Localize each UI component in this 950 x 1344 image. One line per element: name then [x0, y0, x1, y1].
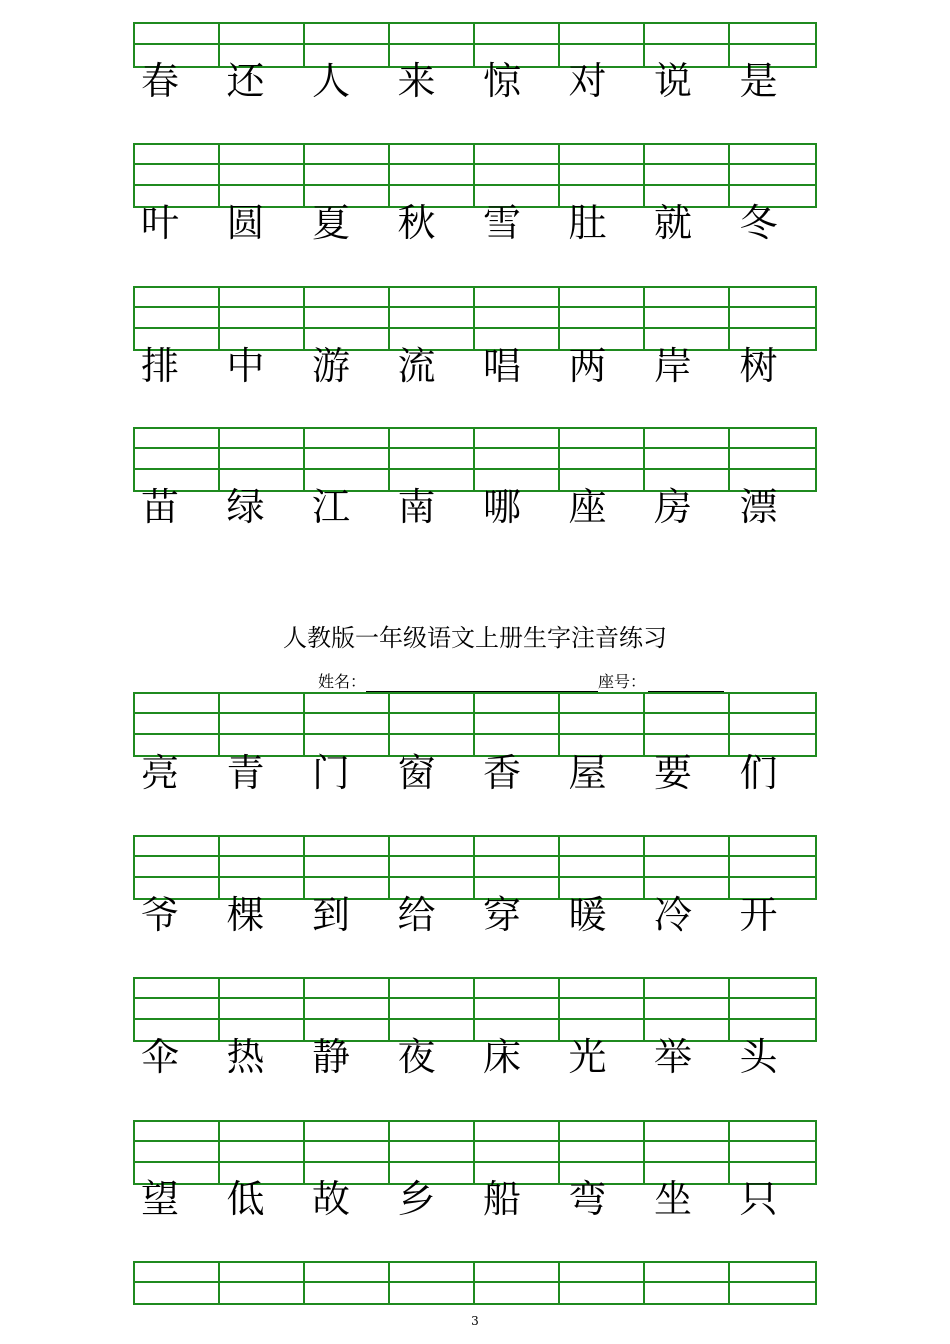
pinyin-cell[interactable] — [220, 857, 305, 875]
pinyin-cell[interactable] — [220, 308, 305, 326]
pinyin-cell[interactable] — [475, 1142, 560, 1160]
pinyin-cell[interactable] — [220, 449, 305, 467]
hanzi-character: 望 — [141, 1177, 180, 1221]
pinyin-grid-row — [135, 1283, 815, 1303]
character-row — [133, 58, 817, 104]
pinyin-grid-row — [135, 999, 815, 1019]
pinyin-cell[interactable] — [475, 694, 560, 712]
hanzi-character: 青 — [226, 751, 265, 795]
hanzi-character: 春 — [141, 59, 180, 103]
pinyin-cell[interactable] — [730, 449, 815, 467]
pinyin-cell[interactable] — [390, 979, 475, 997]
character-row — [133, 892, 817, 938]
pinyin-cell[interactable] — [560, 1122, 645, 1140]
pinyin-cell[interactable] — [475, 1283, 560, 1303]
hanzi-character: 伞 — [141, 1035, 180, 1079]
hanzi-character: 叶 — [141, 201, 180, 245]
hanzi-character: 光 — [568, 1035, 607, 1079]
hanzi-character: 漂 — [739, 485, 778, 529]
pinyin-cell[interactable] — [475, 308, 560, 326]
pinyin-cell[interactable] — [560, 449, 645, 467]
pinyin-cell[interactable] — [730, 857, 815, 875]
hanzi-character: 坐 — [654, 1177, 693, 1221]
pinyin-grid — [133, 1261, 817, 1305]
pinyin-cell[interactable] — [730, 288, 815, 306]
hanzi-character: 还 — [226, 59, 265, 103]
pinyin-cell[interactable] — [220, 694, 305, 712]
hanzi-character: 冷 — [654, 893, 693, 937]
pinyin-cell[interactable] — [135, 1142, 220, 1160]
pinyin-cell[interactable] — [475, 999, 560, 1017]
page-number: 3 — [471, 1314, 479, 1328]
pinyin-cell[interactable] — [560, 979, 645, 997]
pinyin-grid — [133, 977, 817, 1042]
pinyin-cell[interactable] — [730, 837, 815, 855]
pinyin-cell[interactable] — [390, 145, 475, 163]
pinyin-grid-row — [135, 429, 815, 449]
pinyin-cell[interactable] — [305, 145, 390, 163]
name-label: 姓名： — [318, 672, 367, 691]
pinyin-grid — [133, 692, 817, 757]
hanzi-character: 房 — [654, 485, 693, 529]
hanzi-character: 暖 — [568, 893, 607, 937]
pinyin-cell[interactable] — [645, 145, 730, 163]
pinyin-grid — [133, 143, 817, 208]
pinyin-cell[interactable] — [560, 999, 645, 1017]
pinyin-cell[interactable] — [730, 429, 815, 447]
hanzi-character: 游 — [312, 344, 351, 388]
pinyin-cell[interactable] — [645, 429, 730, 447]
pinyin-cell[interactable] — [305, 694, 390, 712]
hanzi-character: 开 — [739, 893, 778, 937]
character-row — [133, 343, 817, 389]
pinyin-cell[interactable] — [135, 837, 220, 855]
pinyin-cell[interactable] — [390, 308, 475, 326]
pinyin-cell[interactable] — [135, 449, 220, 467]
pinyin-cell[interactable] — [645, 857, 730, 875]
pinyin-cell[interactable] — [390, 429, 475, 447]
hanzi-character: 静 — [312, 1035, 351, 1079]
hanzi-character: 床 — [483, 1035, 522, 1079]
pinyin-grid-row — [135, 308, 815, 328]
pinyin-grid-row — [135, 1263, 815, 1283]
pinyin-cell[interactable] — [730, 1122, 815, 1140]
hanzi-character: 给 — [397, 893, 436, 937]
pinyin-cell[interactable] — [730, 24, 815, 43]
hanzi-character: 门 — [312, 751, 351, 795]
pinyin-cell[interactable] — [220, 999, 305, 1017]
pinyin-cell[interactable] — [305, 429, 390, 447]
hanzi-character: 肚 — [568, 201, 607, 245]
pinyin-cell[interactable] — [645, 979, 730, 997]
pinyin-cell[interactable] — [730, 145, 815, 163]
pinyin-cell[interactable] — [390, 288, 475, 306]
hanzi-character: 到 — [312, 893, 351, 937]
pinyin-cell[interactable] — [220, 24, 305, 43]
pinyin-cell[interactable] — [730, 979, 815, 997]
hanzi-character: 苗 — [141, 485, 180, 529]
pinyin-grid-row — [135, 449, 815, 469]
hanzi-character: 就 — [654, 201, 693, 245]
hanzi-character: 来 — [397, 59, 436, 103]
pinyin-cell[interactable] — [220, 979, 305, 997]
hanzi-character: 对 — [568, 59, 607, 103]
worksheet-title: 人教版一年级语文上册生字注音练习 — [283, 624, 667, 652]
pinyin-cell[interactable] — [305, 449, 390, 467]
pinyin-cell[interactable] — [305, 857, 390, 875]
pinyin-cell[interactable] — [390, 694, 475, 712]
hanzi-character: 说 — [654, 59, 693, 103]
pinyin-grid-row — [135, 288, 815, 308]
pinyin-cell[interactable] — [220, 714, 305, 732]
pinyin-cell[interactable] — [560, 857, 645, 875]
hanzi-character: 是 — [739, 59, 778, 103]
pinyin-cell[interactable] — [645, 1142, 730, 1160]
pinyin-grid-row — [135, 1122, 815, 1142]
pinyin-cell[interactable] — [645, 1283, 730, 1303]
pinyin-cell[interactable] — [390, 24, 475, 43]
pinyin-cell[interactable] — [475, 714, 560, 732]
pinyin-cell[interactable] — [645, 165, 730, 183]
seat-label: 座号： — [598, 672, 647, 691]
pinyin-cell[interactable] — [390, 1263, 475, 1281]
pinyin-cell[interactable] — [475, 1122, 560, 1140]
pinyin-cell[interactable] — [560, 837, 645, 855]
pinyin-grid — [133, 286, 817, 351]
pinyin-cell[interactable] — [730, 714, 815, 732]
pinyin-grid-row — [135, 857, 815, 877]
pinyin-cell[interactable] — [305, 1263, 390, 1281]
pinyin-cell[interactable] — [390, 999, 475, 1017]
pinyin-cell[interactable] — [390, 1283, 475, 1303]
pinyin-cell[interactable] — [475, 449, 560, 467]
hanzi-character: 两 — [568, 344, 607, 388]
pinyin-cell[interactable] — [305, 837, 390, 855]
pinyin-cell[interactable] — [730, 1142, 815, 1160]
pinyin-cell[interactable] — [135, 145, 220, 163]
pinyin-cell[interactable] — [730, 1283, 815, 1303]
pinyin-cell[interactable] — [560, 288, 645, 306]
pinyin-cell[interactable] — [475, 1263, 560, 1281]
pinyin-cell[interactable] — [560, 1283, 645, 1303]
name-blank[interactable] — [366, 671, 598, 692]
hanzi-character: 雪 — [483, 201, 522, 245]
pinyin-cell[interactable] — [220, 1122, 305, 1140]
hanzi-character: 秋 — [397, 201, 436, 245]
pinyin-grid-row — [135, 979, 815, 999]
pinyin-cell[interactable] — [135, 694, 220, 712]
pinyin-cell[interactable] — [135, 308, 220, 326]
hanzi-character: 船 — [483, 1177, 522, 1221]
pinyin-cell[interactable] — [135, 24, 220, 43]
hanzi-character: 爷 — [141, 893, 180, 937]
pinyin-grid-row — [135, 24, 815, 45]
pinyin-cell[interactable] — [645, 1263, 730, 1281]
pinyin-cell[interactable] — [390, 857, 475, 875]
hanzi-character: 窗 — [397, 751, 436, 795]
hanzi-character: 低 — [226, 1177, 265, 1221]
hanzi-character: 树 — [739, 344, 778, 388]
pinyin-cell[interactable] — [390, 1122, 475, 1140]
pinyin-grid-row — [135, 837, 815, 857]
pinyin-cell[interactable] — [220, 837, 305, 855]
hanzi-character: 棵 — [226, 893, 265, 937]
pinyin-cell[interactable] — [560, 1263, 645, 1281]
hanzi-character: 故 — [312, 1177, 351, 1221]
hanzi-character: 屋 — [568, 751, 607, 795]
pinyin-cell[interactable] — [135, 714, 220, 732]
pinyin-cell[interactable] — [305, 714, 390, 732]
pinyin-cell[interactable] — [390, 165, 475, 183]
pinyin-cell[interactable] — [305, 24, 390, 43]
pinyin-cell[interactable] — [645, 288, 730, 306]
pinyin-cell[interactable] — [560, 24, 645, 43]
pinyin-cell[interactable] — [475, 24, 560, 43]
pinyin-cell[interactable] — [305, 165, 390, 183]
hanzi-character: 座 — [568, 485, 607, 529]
hanzi-character: 中 — [226, 344, 265, 388]
pinyin-cell[interactable] — [135, 999, 220, 1017]
pinyin-cell[interactable] — [305, 1122, 390, 1140]
pinyin-cell[interactable] — [220, 1263, 305, 1281]
pinyin-cell[interactable] — [305, 1142, 390, 1160]
hanzi-character: 江 — [312, 485, 351, 529]
hanzi-character: 弯 — [568, 1177, 607, 1221]
pinyin-cell[interactable] — [135, 165, 220, 183]
pinyin-cell[interactable] — [135, 1263, 220, 1281]
pinyin-cell[interactable] — [135, 1283, 220, 1303]
pinyin-cell[interactable] — [645, 837, 730, 855]
pinyin-cell[interactable] — [645, 24, 730, 43]
pinyin-cell[interactable] — [390, 449, 475, 467]
pinyin-grid-row — [135, 694, 815, 714]
hanzi-character: 们 — [739, 751, 778, 795]
hanzi-character: 要 — [654, 751, 693, 795]
pinyin-cell[interactable] — [560, 429, 645, 447]
hanzi-character: 圆 — [226, 201, 265, 245]
hanzi-character: 乡 — [397, 1177, 436, 1221]
hanzi-character: 岸 — [654, 344, 693, 388]
pinyin-cell[interactable] — [135, 288, 220, 306]
pinyin-cell[interactable] — [475, 288, 560, 306]
pinyin-cell[interactable] — [475, 429, 560, 447]
hanzi-character: 香 — [483, 751, 522, 795]
character-row — [133, 1034, 817, 1080]
pinyin-cell[interactable] — [730, 999, 815, 1017]
pinyin-cell[interactable] — [560, 1142, 645, 1160]
pinyin-cell[interactable] — [390, 837, 475, 855]
pinyin-cell[interactable] — [305, 288, 390, 306]
pinyin-cell[interactable] — [475, 837, 560, 855]
pinyin-cell[interactable] — [560, 165, 645, 183]
pinyin-cell[interactable] — [305, 1283, 390, 1303]
pinyin-cell[interactable] — [390, 714, 475, 732]
pinyin-cell[interactable] — [135, 857, 220, 875]
pinyin-cell[interactable] — [220, 1142, 305, 1160]
hanzi-character: 流 — [397, 344, 436, 388]
pinyin-cell[interactable] — [475, 857, 560, 875]
pinyin-cell[interactable] — [730, 1263, 815, 1281]
character-row — [133, 1176, 817, 1222]
character-row — [133, 200, 817, 246]
pinyin-cell[interactable] — [220, 165, 305, 183]
pinyin-cell[interactable] — [390, 1142, 475, 1160]
pinyin-grid-row — [135, 1142, 815, 1162]
hanzi-character: 绿 — [226, 485, 265, 529]
pinyin-cell[interactable] — [135, 979, 220, 997]
pinyin-cell[interactable] — [135, 429, 220, 447]
pinyin-cell[interactable] — [645, 308, 730, 326]
pinyin-grid-row — [135, 714, 815, 734]
hanzi-character: 头 — [739, 1035, 778, 1079]
hanzi-character: 南 — [397, 485, 436, 529]
character-row — [133, 750, 817, 796]
pinyin-cell[interactable] — [220, 288, 305, 306]
pinyin-cell[interactable] — [305, 979, 390, 997]
hanzi-character: 只 — [739, 1177, 778, 1221]
pinyin-cell[interactable] — [305, 999, 390, 1017]
pinyin-grid — [133, 427, 817, 492]
seat-blank[interactable] — [648, 671, 724, 692]
hanzi-character: 亮 — [141, 751, 180, 795]
hanzi-character: 冬 — [739, 201, 778, 245]
pinyin-cell[interactable] — [475, 165, 560, 183]
hanzi-character: 举 — [654, 1035, 693, 1079]
pinyin-cell[interactable] — [220, 145, 305, 163]
pinyin-cell[interactable] — [645, 449, 730, 467]
pinyin-cell[interactable] — [305, 308, 390, 326]
student-info-bar — [318, 668, 724, 692]
pinyin-cell[interactable] — [730, 308, 815, 326]
hanzi-character: 穿 — [483, 893, 522, 937]
pinyin-cell[interactable] — [475, 979, 560, 997]
pinyin-cell[interactable] — [475, 145, 560, 163]
pinyin-cell[interactable] — [560, 714, 645, 732]
hanzi-character: 排 — [141, 344, 180, 388]
pinyin-grid — [133, 835, 817, 900]
pinyin-cell[interactable] — [645, 1122, 730, 1140]
hanzi-character: 惊 — [483, 59, 522, 103]
hanzi-character: 哪 — [483, 485, 522, 529]
pinyin-cell[interactable] — [730, 165, 815, 183]
pinyin-grid-row — [135, 165, 815, 185]
pinyin-cell[interactable] — [560, 308, 645, 326]
pinyin-cell[interactable] — [730, 694, 815, 712]
hanzi-character: 夏 — [312, 201, 351, 245]
pinyin-cell[interactable] — [220, 1283, 305, 1303]
pinyin-cell[interactable] — [645, 714, 730, 732]
pinyin-cell[interactable] — [560, 694, 645, 712]
pinyin-cell[interactable] — [220, 429, 305, 447]
pinyin-cell[interactable] — [135, 1122, 220, 1140]
pinyin-cell[interactable] — [560, 145, 645, 163]
hanzi-character: 夜 — [397, 1035, 436, 1079]
hanzi-character: 唱 — [483, 344, 522, 388]
character-row — [133, 484, 817, 530]
pinyin-cell[interactable] — [645, 694, 730, 712]
hanzi-character: 人 — [312, 59, 351, 103]
pinyin-cell[interactable] — [645, 999, 730, 1017]
pinyin-grid-row — [135, 145, 815, 165]
hanzi-character: 热 — [226, 1035, 265, 1079]
